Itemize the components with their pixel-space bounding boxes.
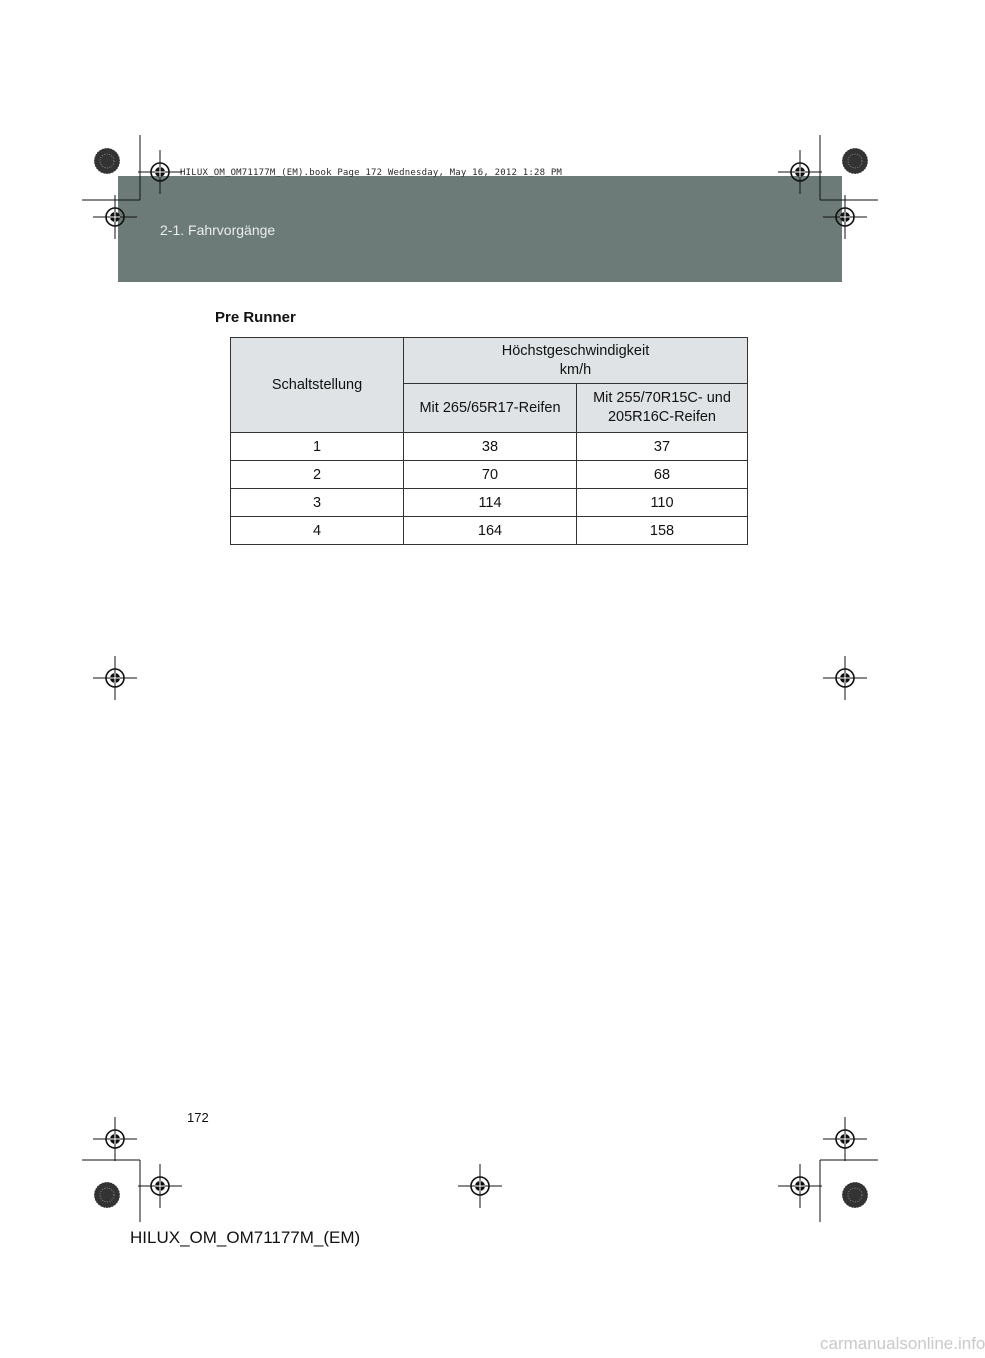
header-speed (404, 338, 748, 384)
cell-speed-a: 70 (404, 461, 577, 489)
header-tire-b-line2: 205R16C-Reifen (607, 409, 716, 425)
book-stamp: HILUX_OM_OM71177M_(EM).book Page 172 Wednesday, May 16, 2012 1:28 PM (180, 168, 563, 178)
watermark-text: carmanualsonline.info (820, 1334, 985, 1353)
header-gear: Schaltstellung (231, 338, 404, 433)
cell-speed-a: 164 (404, 517, 577, 545)
footer-doc-code: HILUX_OM_OM71177M_(EM) (130, 1228, 361, 1247)
cell-gear: 1 (231, 433, 404, 461)
cell-speed-b: 158 (577, 517, 748, 545)
table-row (231, 461, 748, 489)
cell-gear: 3 (231, 489, 404, 517)
header-speed-unit: km/h (559, 361, 592, 378)
page-number: 172 (187, 1110, 209, 1125)
subheading: Pre Runner (215, 309, 296, 326)
cell-speed-b: 68 (577, 461, 748, 489)
section-title: 2-1. Fahrvorgänge (160, 222, 276, 238)
cell-speed-b: 110 (577, 489, 748, 517)
table-row (231, 433, 748, 461)
cell-speed-a: 38 (404, 433, 577, 461)
speed-table (230, 337, 748, 545)
table-row (231, 517, 748, 545)
header-speed-title: Höchstgeschwindigkeit (501, 342, 650, 359)
cell-gear: 2 (231, 461, 404, 489)
cell-gear: 4 (231, 517, 404, 545)
table-row (231, 489, 748, 517)
cell-speed-a: 114 (404, 489, 577, 517)
header-tire-b-line1: Mit 255/70R15C- und (593, 390, 731, 406)
cell-speed-b: 37 (577, 433, 748, 461)
header-tire-b (577, 384, 748, 433)
header-tire-a: Mit 265/65R17-Reifen (404, 384, 577, 433)
